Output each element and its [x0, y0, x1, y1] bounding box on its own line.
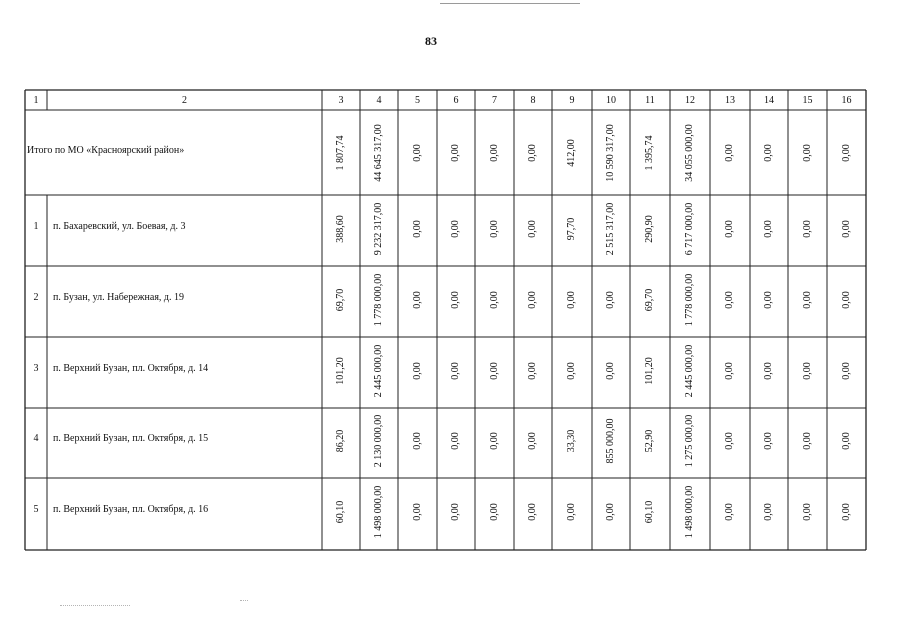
row-5-cell-col15: 0,00 — [801, 503, 813, 521]
row-2-cell-col15: 0,00 — [801, 290, 813, 309]
row-4-cell-col14: 0,00 — [763, 432, 774, 450]
row-4-cell-col5: 0,00 — [411, 432, 423, 450]
row-address: п. Верхний Бузан, пл. Октября, д. 15 — [53, 433, 209, 444]
total-cell-col4: 44 645 317,00 — [373, 123, 384, 182]
total-cell-col10: 10 590 317,00 — [605, 123, 616, 182]
row-address: п. Бахаревский, ул. Боевая, д. 3 — [53, 220, 186, 232]
row-number: 2 — [33, 291, 39, 303]
row-1-cell-col3: 388,60 — [335, 214, 346, 243]
row-5-cell-col3: 60,10 — [335, 500, 346, 524]
row-2-cell-col9: 0,00 — [566, 290, 577, 309]
column-header-11: 11 — [645, 95, 655, 106]
column-header-13: 13 — [725, 95, 735, 106]
row-2-cell-col10: 0,00 — [605, 290, 616, 309]
total-cell-col11: 1 395,74 — [644, 135, 655, 170]
row-5-cell-col10: 0,00 — [605, 503, 616, 521]
row-address: п. Верхний Бузан, пл. Октября, д. 14 — [53, 362, 209, 374]
row-2-cell-col16: 0,00 — [840, 290, 852, 309]
row-1-cell-col10: 2 515 317,00 — [605, 202, 616, 255]
row-1-cell-col6: 0,00 — [450, 219, 461, 238]
row-4-cell-col3: 86,20 — [335, 429, 346, 453]
total-cell-col6: 0,00 — [450, 143, 461, 162]
column-header-4: 4 — [376, 95, 382, 106]
row-4-cell-col7: 0,00 — [488, 432, 500, 450]
column-header-3: 3 — [338, 95, 344, 106]
column-header-7: 7 — [492, 95, 497, 106]
row-1-cell-col11: 290,90 — [644, 214, 655, 243]
row-2-cell-col11: 69,70 — [644, 288, 655, 311]
row-address: п. Бузан, ул. Набережная, д. 19 — [53, 291, 185, 303]
row-4-cell-col8: 0,00 — [527, 432, 538, 450]
row-4-cell-col6: 0,00 — [450, 432, 461, 450]
row-5-cell-col11: 60,10 — [644, 500, 655, 524]
total-cell-col16: 0,00 — [840, 143, 852, 162]
column-header-14: 14 — [764, 95, 774, 106]
column-header-1: 1 — [33, 95, 39, 106]
row-3-cell-col8: 0,00 — [527, 361, 538, 380]
column-header-16: 16 — [841, 95, 852, 106]
total-cell-col8: 0,00 — [527, 143, 538, 162]
row-3-cell-col11: 101,20 — [644, 356, 655, 385]
row-address: п. Верхний Бузан, пл. Октября, д. 16 — [53, 504, 209, 515]
row-3-cell-col10: 0,00 — [605, 361, 616, 380]
row-number: 4 — [33, 433, 39, 444]
row-4-cell-col10: 855 000,00 — [605, 418, 616, 464]
total-cell-col12: 34 055 000,00 — [684, 123, 695, 182]
row-2-cell-col5: 0,00 — [411, 290, 423, 309]
row-3-cell-col6: 0,00 — [450, 361, 461, 380]
row-3-cell-col5: 0,00 — [411, 361, 423, 380]
row-4-cell-col12: 1 275 000,00 — [684, 414, 695, 468]
row-2-cell-col4: 1 778 000,00 — [373, 273, 384, 326]
row-1-cell-col8: 0,00 — [527, 219, 538, 238]
row-2-cell-col7: 0,00 — [488, 290, 500, 309]
row-5-cell-col12: 1 498 000,00 — [684, 485, 695, 539]
column-header-8: 8 — [530, 95, 536, 106]
row-5-cell-col4: 1 498 000,00 — [373, 485, 384, 539]
row-5-cell-col8: 0,00 — [527, 503, 538, 521]
row-1-cell-col16: 0,00 — [840, 219, 852, 238]
total-cell-col15: 0,00 — [801, 143, 813, 162]
row-2-cell-col12: 1 778 000,00 — [684, 273, 695, 326]
row-2-cell-col14: 0,00 — [763, 290, 774, 309]
row-2-cell-col3: 69,70 — [335, 288, 346, 311]
row-3-cell-col12: 2 445 000,00 — [684, 344, 695, 397]
row-1-cell-col4: 9 232 317,00 — [373, 202, 384, 255]
row-number: 5 — [33, 504, 39, 515]
row-5-cell-col14: 0,00 — [763, 503, 774, 521]
row-4-cell-col11: 52,90 — [644, 429, 655, 453]
column-header-10: 10 — [606, 95, 616, 106]
row-3-cell-col7: 0,00 — [488, 361, 500, 380]
row-2-cell-col6: 0,00 — [450, 290, 461, 309]
row-2-cell-col13: 0,00 — [724, 290, 735, 309]
column-header-2: 2 — [182, 95, 187, 106]
row-1-cell-col12: 6 717 000,00 — [684, 202, 695, 255]
total-cell-col14: 0,00 — [763, 143, 774, 162]
row-4-cell-col4: 2 130 000,00 — [373, 414, 384, 468]
row-1-cell-col9: 97,70 — [566, 217, 577, 240]
row-1-cell-col14: 0,00 — [763, 219, 774, 238]
row-5-cell-col13: 0,00 — [724, 503, 735, 521]
row-4-cell-col15: 0,00 — [801, 432, 813, 450]
total-cell-col13: 0,00 — [724, 143, 735, 162]
total-cell-col9: 412,00 — [566, 138, 577, 167]
row-1-cell-col15: 0,00 — [801, 219, 813, 238]
row-3-cell-col14: 0,00 — [763, 361, 774, 380]
row-5-cell-col6: 0,00 — [450, 503, 461, 521]
row-4-cell-col13: 0,00 — [724, 432, 735, 450]
total-cell-col5: 0,00 — [411, 143, 423, 162]
row-1-cell-col7: 0,00 — [488, 219, 500, 238]
row-1-cell-col13: 0,00 — [724, 219, 735, 238]
row-3-cell-col16: 0,00 — [840, 361, 852, 380]
column-header-9: 9 — [569, 95, 575, 106]
row-3-cell-col15: 0,00 — [801, 361, 813, 380]
column-header-15: 15 — [802, 95, 813, 106]
total-cell-col7: 0,00 — [488, 143, 500, 162]
row-5-cell-col9: 0,00 — [566, 503, 577, 521]
page-number: 83 — [425, 34, 437, 48]
row-number: 1 — [33, 220, 39, 232]
row-4-cell-col16: 0,00 — [840, 432, 852, 450]
row-4-cell-col9: 33,30 — [566, 429, 577, 453]
column-header-6: 6 — [453, 95, 459, 106]
total-cell-col3: 1 807,74 — [335, 135, 346, 170]
scan-artifact — [240, 600, 248, 601]
row-5-cell-col5: 0,00 — [411, 503, 423, 521]
row-1-cell-col5: 0,00 — [411, 219, 423, 238]
row-3-cell-col4: 2 445 000,00 — [373, 344, 384, 397]
row-3-cell-col13: 0,00 — [724, 361, 735, 380]
total-row-label: Итого по МО «Красноярский район» — [27, 144, 185, 156]
row-3-cell-col9: 0,00 — [566, 361, 577, 380]
scan-artifact — [60, 605, 130, 606]
column-header-12: 12 — [685, 95, 695, 106]
row-3-cell-col3: 101,20 — [335, 356, 346, 385]
row-number: 3 — [33, 362, 39, 374]
row-5-cell-col7: 0,00 — [488, 503, 500, 521]
row-2-cell-col8: 0,00 — [527, 290, 538, 309]
row-5-cell-col16: 0,00 — [840, 503, 852, 521]
column-header-5: 5 — [415, 95, 420, 106]
